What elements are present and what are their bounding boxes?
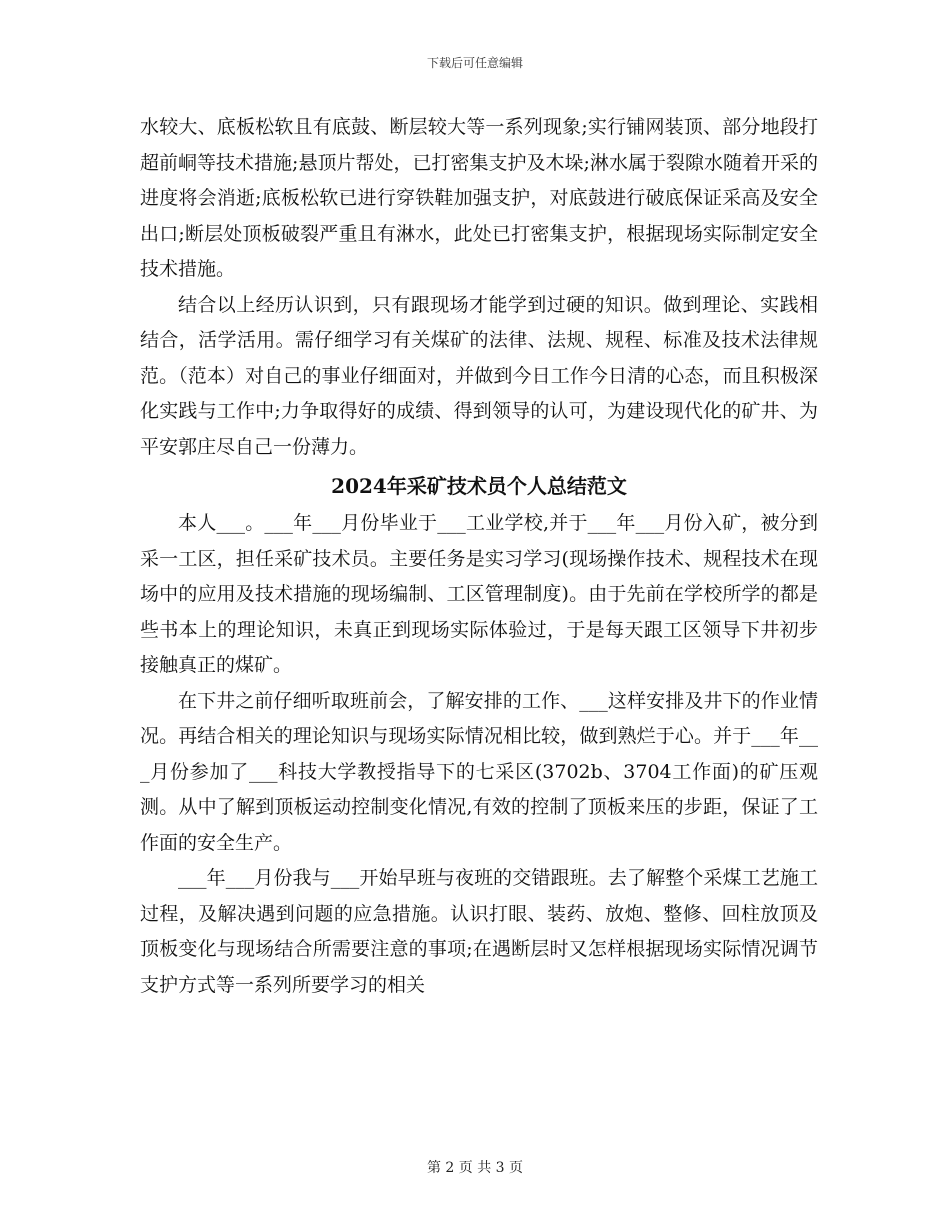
page-footer: 第 2 页 共 3 页 <box>426 1160 524 1176</box>
paragraph-5: ___年___月份我与___开始早班与夜班的交错跟班。去了解整个采煤工艺施工过程，及解决遇到问题的应急措施。认识打眼、装药、放炮、整修、回柱放顶及顶板变化与现场结合所需要注意的事项;在遇断层时又怎样根据现场实际情况调节支护方式等一系列所要学习的相关 <box>140 867 818 996</box>
paragraph-4: 在下井之前仔细听取班前会，了解安排的工作、___这样安排及井下的作业情况。再结合相关的理论知识与现场实际情况相比较，做到熟烂于心。并于___年___月份参加了___科技大学教授指导下的七采区(3702b、3704工作面)的矿压观测。从中了解到顶板运动控制变化情况,有效的控制了顶板来压的步距，保证了工作面的安全生产。 <box>140 689 818 854</box>
paragraph-3: 本人___。___年___月份毕业于___工业学校,并于___年___月份入矿，被分到采一工区，担任采矿技术员。主要任务是实习学习(现场操作技术、规程技术在现场中的应用及技术措施的现场编制、工区管理制度)。由于先前在学校所学的都是些书本上的理论知识，未真正到现场实际体验过，于是每天跟工区领导下井初步接触真正的煤矿。 <box>140 512 818 676</box>
document-body <box>140 110 818 1003</box>
paragraph-2: 结合以上经历认识到，只有跟现场才能学到过硬的知识。做到理论、实践相结合，活学活用。需仔细学习有关煤矿的法律、法规、规程、标准及技术法律规范。（范本）对自己的事业仔细面对，并做到今日工作今日清的心态，而且积极深化实践与工作中;力争取得好的成绩、得到领导的认可，为建设现代化的矿井、为平安郭庄尽自己一份薄力。 <box>140 293 818 458</box>
section-title: 2024年采矿技术员个人总结范文 <box>331 474 627 498</box>
page-header: 下载后可任意编辑 <box>426 56 523 70</box>
paragraph-1: 水较大、底板松软且有底鼓、断层较大等一系列现象;实行铺网装顶、部分地段打超前峒等技术措施;悬顶片帮处，已打密集支护及木垛;淋水属于裂隙水随着开采的进度将会消逝;底板松软已进行穿铁鞋加强支护，对底鼓进行破底保证采高及安全出口;断层处顶板破裂严重且有淋水，此处已打密集支护，根据现场实际制定安全技术措施。 <box>140 116 818 280</box>
